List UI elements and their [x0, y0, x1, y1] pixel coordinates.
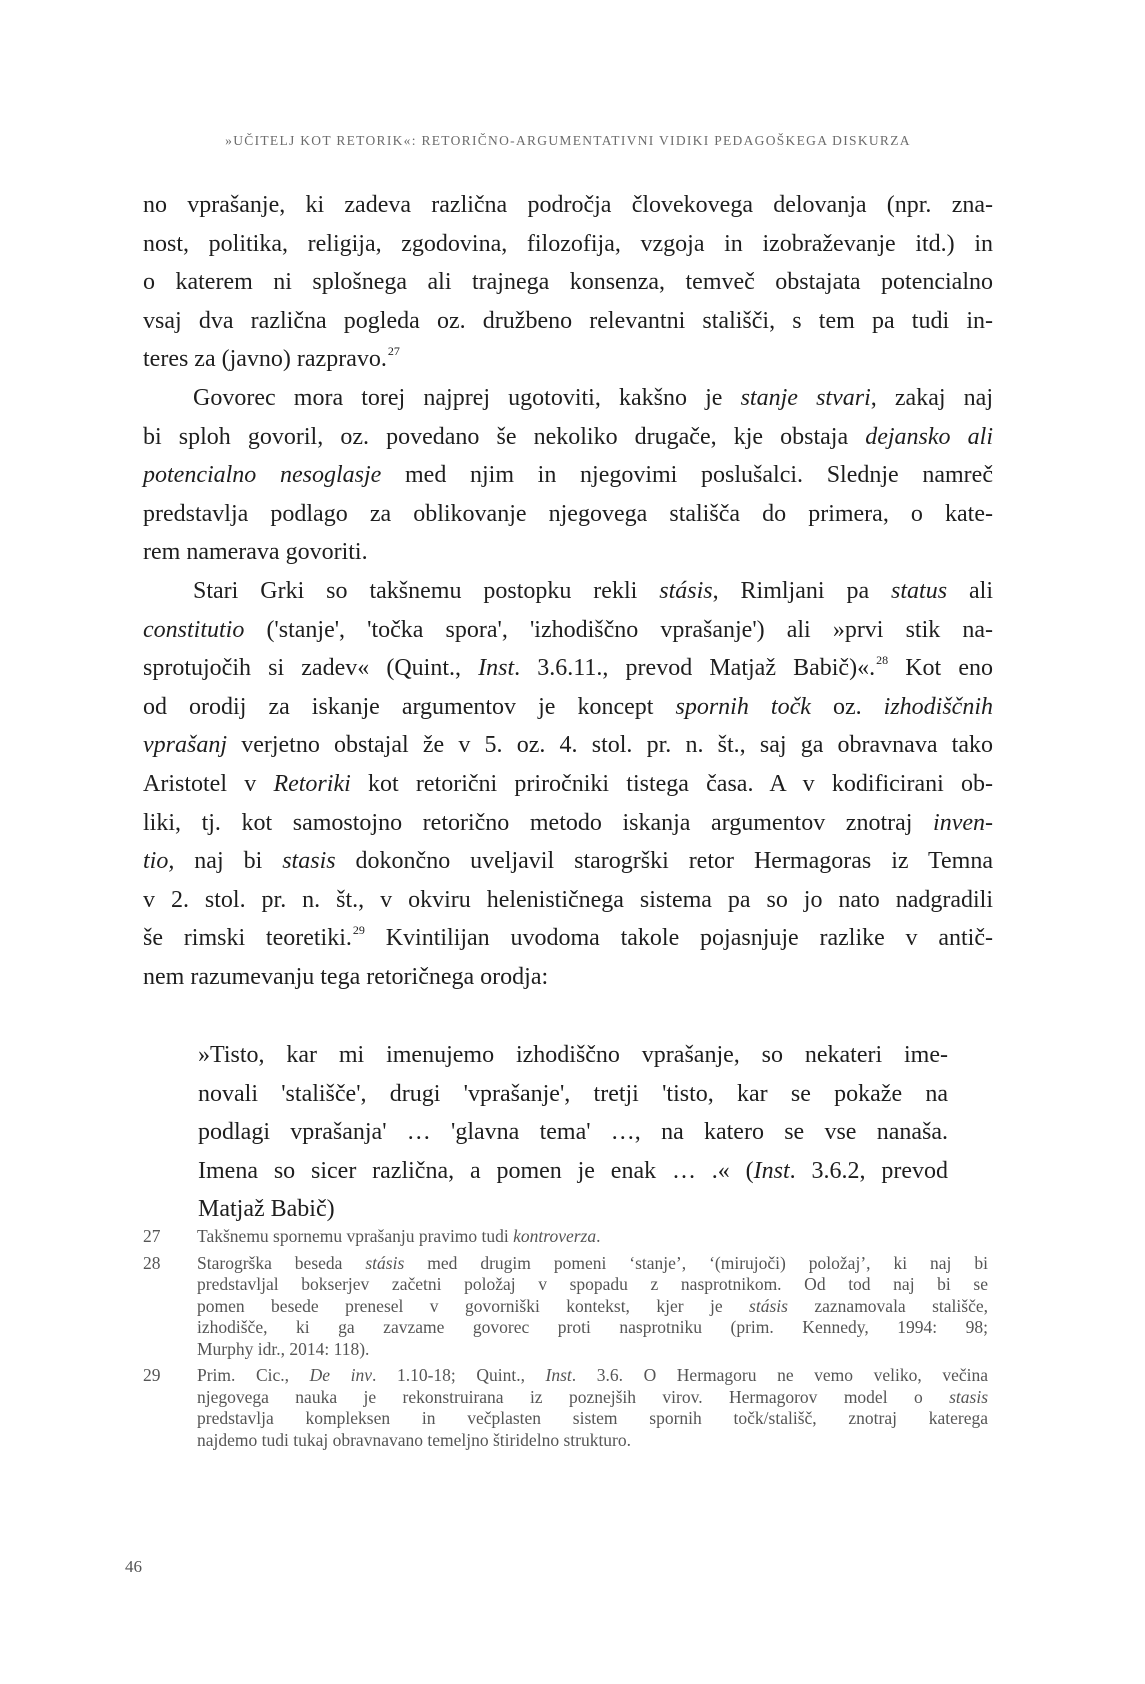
text-fragment: bi sploh govoril, oz. povedano še nekoliko drugače, kje obstaja — [143, 423, 866, 450]
text-fragment: . 3.6. O Hermagoru ne vemo veliko, večina — [571, 1365, 988, 1385]
italic-term: izhodiščnih — [883, 693, 993, 720]
footnote-29 — [143, 1365, 988, 1451]
text-line — [143, 804, 993, 843]
italic-term: stásis — [749, 1295, 788, 1316]
italic-term: dejansko ali — [865, 423, 993, 450]
block-quote — [198, 1036, 948, 1229]
text-fragment: njegovega nauka je rekonstruirana iz poznejših virov. Hermagorov model o — [197, 1386, 950, 1407]
text-line: nost, politika, religija, zgodovina, filozofija, vzgoja in izobraževanje itd.) in — [143, 230, 993, 257]
italic-term: Retoriki — [273, 770, 351, 797]
italic-term: Inst — [478, 655, 515, 682]
footnote-line: predstavljal bokserjev začetni položaj v spopadu z nasprotnikom. Od tod naj bi se — [197, 1274, 988, 1294]
text-fragment: . 3.6.11., prevod Matjaž Babič)«. — [514, 655, 876, 682]
text-fragment: ('stanje', 'točka spora', 'izhodiščno vprašanje') ali »prvi stik na- — [244, 616, 993, 643]
italic-term: stasis — [949, 1386, 988, 1407]
footnote-27 — [143, 1226, 988, 1248]
footnote-line: predstavlja kompleksen in večplasten sistem spornih točk/stališč, znotraj katerega — [197, 1408, 988, 1428]
text-line: nem razumevanju tega retoričnega orodja: — [143, 963, 549, 990]
text-fragment: med drugim pomeni ‘stanje’, ‘(mirujoči) položaj’, ki naj bi — [404, 1252, 988, 1273]
text-fragment: kot retorični priročniki tistega časa. A v kodificirani ob- — [350, 770, 993, 797]
italic-term: stanje stvari — [740, 384, 871, 411]
text-line — [143, 611, 993, 650]
text-line — [143, 456, 993, 495]
text-fragment: Kvintilijan uvodoma takole pojasnjuje razlike v antič- — [364, 925, 993, 952]
italic-term: status — [891, 577, 948, 604]
footnote-line — [197, 1296, 988, 1318]
italic-term: Inst — [545, 1365, 572, 1385]
text-line — [143, 842, 993, 881]
footnote-line — [197, 1253, 988, 1275]
text-line — [143, 572, 993, 611]
text-line — [143, 340, 993, 379]
text-fragment: Starogrška beseda — [197, 1252, 366, 1273]
text-fragment: verjetno obstajal že v 5. oz. 4. stol. pr. n. št., saj ga obravnava tako — [227, 732, 993, 759]
text-fragment: , zakaj naj — [870, 384, 993, 411]
italic-term: constitutio — [143, 616, 245, 643]
text-fragment: liki, tj. kot samostojno retorično metodo iskanja argumentov znotraj — [143, 809, 934, 836]
text-fragment: naj bi — [174, 848, 283, 875]
italic-term: tio, — [143, 848, 175, 875]
quote-line: novali 'stališče', drugi 'vprašanje', tretji 'tisto, kar se pokaže na — [198, 1080, 948, 1107]
footnote-reference-28[interactable]: 28 — [876, 653, 889, 668]
quote-line — [198, 1152, 948, 1191]
text-line — [143, 379, 993, 418]
text-fragment: teres za (javno) razpravo. — [143, 346, 387, 373]
text-fragment: . — [596, 1226, 601, 1246]
text-line — [143, 649, 993, 688]
footnote-number: 29 — [143, 1365, 161, 1385]
text-line: v 2. stol. pr. n. št., v okviru helenističnega sistema pa so jo nato nadgradili — [143, 886, 993, 913]
footnote-28 — [143, 1253, 988, 1361]
footnote-line — [197, 1365, 988, 1387]
page-number: 46 — [125, 1557, 142, 1576]
text-line — [143, 765, 993, 804]
footnote-line: izhodišče, ki ga zavzame govorec proti nasprotniku (prim. Kennedy, 1994: 98; — [197, 1317, 988, 1337]
text-line — [143, 726, 993, 765]
text-fragment: ali — [947, 577, 993, 604]
text-fragment: zaznamovala stališče, — [787, 1295, 989, 1316]
text-line: o katerem ni splošnega ali trajnega konsenza, temveč obstajata potencialno — [143, 269, 993, 296]
text-line: predstavlja podlago za oblikovanje njegovega stališča do primera, o kate- — [143, 500, 993, 527]
text-line — [143, 418, 993, 457]
text-fragment: od orodij za iskanje argumentov je koncept — [143, 693, 676, 720]
text-fragment: Takšnemu spornemu vprašanju pravimo tudi — [197, 1226, 514, 1246]
italic-term: stásis — [365, 1252, 405, 1273]
text-fragment: Prim. Cic., — [197, 1365, 310, 1385]
quote-line: Matjaž Babič) — [198, 1196, 335, 1223]
text-fragment: . 1.10-18; Quint., — [372, 1365, 546, 1385]
footnote-line: Murphy idr., 2014: 118). — [197, 1338, 370, 1359]
footnotes — [143, 1226, 988, 1456]
paragraph-2 — [143, 379, 993, 572]
text-fragment: . 3.6.2, prevod — [789, 1157, 948, 1184]
text-fragment: Stari Grki so takšnemu postopku rekli — [193, 577, 660, 604]
text-fragment: Govorec mora torej najprej ugotoviti, kakšno je — [193, 384, 741, 411]
italic-term: inven- — [933, 809, 993, 836]
footnote-number: 27 — [143, 1226, 161, 1246]
paragraph-3 — [143, 572, 993, 997]
italic-term: vprašanj — [143, 732, 227, 759]
footnote-number: 28 — [143, 1252, 161, 1273]
italic-term: kontroverza — [513, 1226, 597, 1246]
text-fragment: oz. — [810, 693, 884, 720]
footnote-line: najdemo tudi tukaj obravnavano temeljno štiridelno strukturo. — [197, 1429, 632, 1450]
italic-term: De inv — [309, 1365, 372, 1385]
footnote-line — [197, 1226, 988, 1248]
italic-term: potencialno nesoglasje — [143, 462, 382, 489]
running-header: »UČITELJ KOT RETORIK«: RETORIČNO-ARGUMENTATIVNI VIDIKI PEDAGOŠKEGA DISKURZA — [225, 133, 911, 148]
text-fragment: še rimski teoretiki. — [143, 925, 352, 952]
main-body-text — [143, 186, 993, 996]
text-fragment: pomen besede prenesel v govorniški kontekst, kjer je — [197, 1295, 750, 1316]
footnote-line — [197, 1387, 988, 1409]
italic-term: Inst — [753, 1157, 790, 1184]
text-fragment: Kot eno — [888, 655, 994, 682]
text-line: rem namerava govoriti. — [143, 539, 368, 566]
italic-term: spornih točk — [675, 693, 811, 720]
text-fragment: Imena so sicer različna, a pomen je enak … .« ( — [198, 1157, 754, 1184]
italic-term: stasis — [282, 848, 336, 875]
text-line — [143, 688, 993, 727]
quote-line: podlagi vprašanja' … 'glavna tema' …, na katero se vse nanaša. — [198, 1119, 948, 1146]
italic-term: stásis — [659, 577, 713, 604]
footnote-reference-27[interactable]: 27 — [387, 344, 400, 359]
text-fragment: dokončno uveljavil starogrški retor Hermagoras iz Temna — [335, 848, 993, 875]
text-line: no vprašanje, ki zadeva različna področja človekovega delovanja (npr. zna- — [143, 192, 993, 218]
text-line: vsaj dva različna pogleda oz. družbeno relevantni stališči, s tem pa tudi in- — [143, 307, 993, 334]
footnote-reference-29[interactable]: 29 — [352, 923, 365, 938]
text-fragment: Aristotel v — [143, 770, 274, 797]
text-line — [143, 919, 993, 958]
text-fragment: sprotujočih si zadev« (Quint., — [143, 655, 479, 682]
text-fragment: , Rimljani pa — [712, 577, 892, 604]
text-fragment: med njim in njegovimi poslušalci. Slednje namreč — [381, 462, 993, 489]
quote-line: »Tisto, kar mi imenujemo izhodiščno vprašanje, so nekateri ime- — [198, 1042, 948, 1068]
paragraph-1 — [143, 186, 993, 379]
